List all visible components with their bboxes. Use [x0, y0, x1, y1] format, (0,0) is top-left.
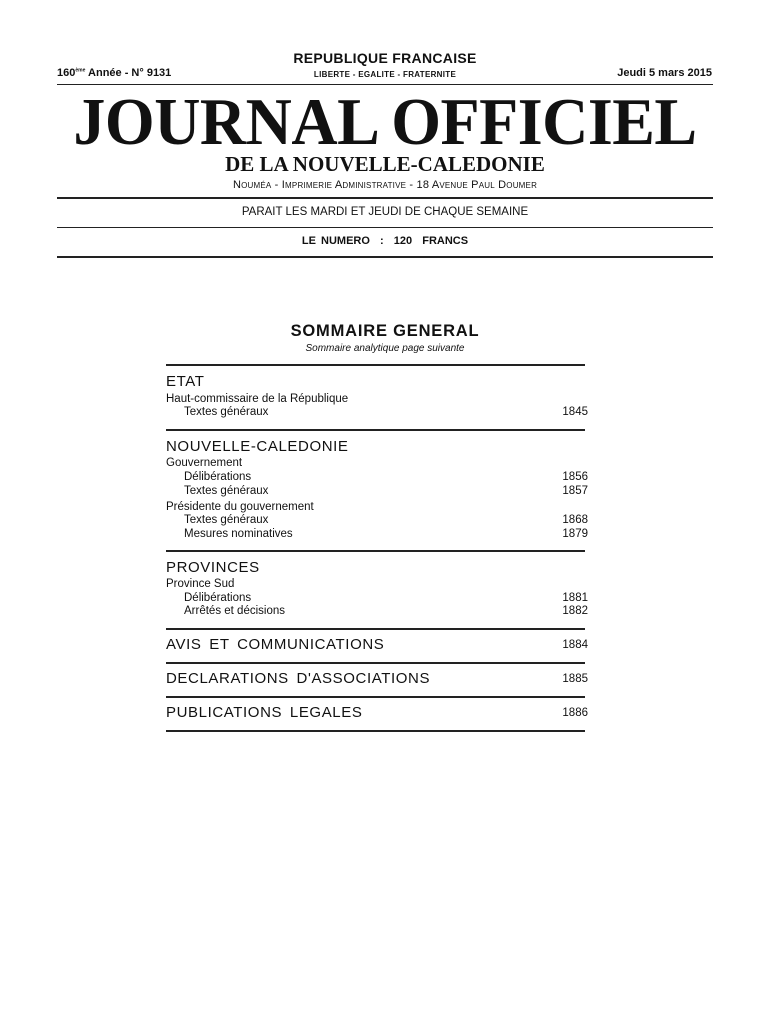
section-avis-title: AVIS ET COMMUNICATIONS: [166, 636, 385, 653]
section-rule: [166, 364, 585, 366]
provinces-item-page: 1881: [562, 592, 588, 604]
nc-item-page: 1857: [562, 485, 588, 497]
rule-2: [57, 227, 713, 228]
nc-group-gouvernement: Gouvernement: [166, 457, 243, 469]
publication-schedule: PARAIT LES MARDI ET JEUDI DE CHAQUE SEMAINE: [241, 206, 529, 218]
nc-item-label: Textes généraux: [184, 514, 269, 526]
nc-item-page: 1879: [562, 528, 588, 540]
section-declarations-title: DECLARATIONS D'ASSOCIATIONS: [166, 670, 431, 687]
sommaire-subtitle: Sommaire analytique page suivante: [305, 343, 465, 354]
nc-group-presidente: Présidente du gouvernement: [166, 501, 314, 513]
publications-page: 1886: [562, 707, 588, 719]
section-provinces-title: PROVINCES: [166, 559, 260, 576]
section-publications-title: PUBLICATIONS LEGALES: [166, 704, 363, 721]
republique-heading: REPUBLIQUE FRANCAISE: [293, 50, 477, 66]
annee-suffix: ème: [75, 67, 86, 74]
provinces-item-page: 1882: [562, 605, 588, 617]
nc-item-label: Mesures nominatives: [184, 528, 293, 540]
etat-group: Haut-commissaire de la République: [166, 393, 349, 405]
section-rule: [166, 550, 585, 552]
section-rule: [166, 628, 585, 630]
imprimerie-address: Nouméa - Imprimerie Administrative - 18 Avenue Paul Doumer: [232, 179, 538, 191]
provinces-item-label: Délibérations: [184, 592, 252, 604]
rule-1: [57, 197, 713, 199]
etat-item-label: Textes généraux: [184, 406, 269, 418]
section-rule: [166, 696, 585, 698]
section-etat-title: ETAT: [166, 373, 205, 390]
provinces-item-label: Arrêtés et décisions: [184, 605, 285, 617]
rule-3: [57, 256, 713, 258]
issue-date: Jeudi 5 mars 2015: [617, 67, 712, 79]
section-rule: [166, 429, 585, 431]
nc-item-page: 1868: [562, 514, 588, 526]
nc-item-page: 1856: [562, 471, 588, 483]
nc-item-label: Délibérations: [184, 471, 252, 483]
section-rule: [166, 730, 585, 732]
journal-subtitle: DE LA NOUVELLE-CALEDONIE: [225, 152, 545, 176]
avis-page: 1884: [562, 639, 588, 651]
declarations-page: 1885: [562, 673, 588, 685]
nc-item-label: Textes généraux: [184, 485, 269, 497]
devise: LIBERTE - EGALITE - FRATERNITE: [313, 70, 457, 79]
etat-item-page: 1845: [562, 406, 588, 418]
annee-number: 160: [57, 67, 76, 79]
issue-price: LE NUMERO : 120 FRANCS: [301, 235, 469, 247]
provinces-group: Province Sud: [166, 578, 235, 590]
section-rule: [166, 662, 585, 664]
sommaire-title: SOMMAIRE GENERAL: [290, 322, 480, 340]
journal-title: JOURNAL OFFICIEL: [73, 84, 697, 159]
annee-rest: Année - N° 9131: [88, 67, 172, 79]
section-nc-title: NOUVELLE-CALEDONIE: [166, 438, 349, 455]
